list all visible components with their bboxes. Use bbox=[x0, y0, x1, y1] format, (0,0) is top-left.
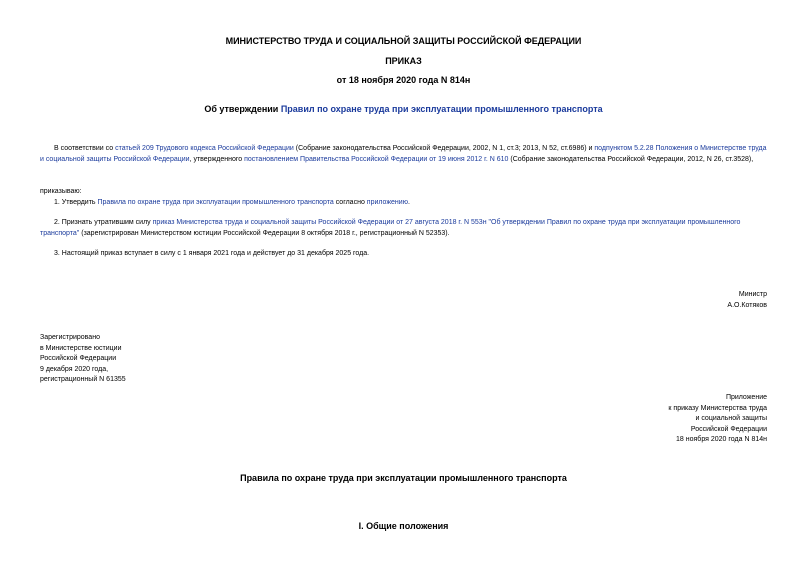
appendix-line: к приказу Министерства труда bbox=[668, 404, 767, 412]
signature-name: А.О.Котяков bbox=[727, 301, 767, 309]
intro-text-1: В соответствии со bbox=[54, 145, 116, 152]
government-decree-link[interactable]: постановлением Правительства Российской Федерации от 19 июня 2012 г. N 610 bbox=[244, 156, 509, 163]
rules-title: Правила по охране труда при эксплуатации промышленного транспорта bbox=[240, 473, 567, 483]
item1-text-3: . bbox=[407, 199, 410, 206]
labor-code-link[interactable]: статьей 209 Трудового кодекса Российской Федерации bbox=[115, 145, 294, 152]
subject-prefix: Об утверждении bbox=[204, 104, 281, 114]
signature-block bbox=[727, 290, 767, 311]
order-label: ПРИКАЗ bbox=[385, 56, 422, 66]
item1-text-2: согласно bbox=[333, 199, 367, 206]
registration-line: 9 декабря 2020 года, bbox=[40, 365, 109, 373]
appendix-line: 18 ноября 2020 года N 814н bbox=[676, 436, 767, 443]
ministry-heading: МИНИСТЕРСТВО ТРУДА И СОЦИАЛЬНОЙ ЗАЩИТЫ РОССИЙСКОЙ ФЕДЕРАЦИИ bbox=[225, 36, 582, 46]
item2-text-2: (зарегистрирован Министерством юстиции Российской Федерации 8 октября 2018 г., регистрационный N 52353). bbox=[79, 230, 450, 237]
order-subject bbox=[0, 104, 807, 114]
item1-text-1: 1. Утвердить bbox=[54, 199, 98, 206]
appendix-line: Российской Федерации bbox=[690, 425, 767, 433]
subject-rules-link[interactable]: Правил по охране труда при эксплуатации промышленного транспорта bbox=[280, 104, 603, 114]
order-word: приказываю: bbox=[40, 188, 82, 195]
item-3: 3. Настоящий приказ вступает в силу с 1 января 2021 года и действует до 31 декабря 2025 года. bbox=[54, 250, 370, 257]
item-1 bbox=[40, 197, 770, 208]
intro-text-4: (Собрание законодательства Российской Федерации, 2012, N 26, ст.3528), bbox=[508, 156, 754, 163]
ministry-regulation-link[interactable]: подпунктом 5.2.28 Положения о Министерстве труда и социальной защиты Российской Федерации bbox=[40, 145, 767, 163]
signature-title: Министр bbox=[738, 291, 767, 298]
registration-block bbox=[40, 333, 126, 386]
registration-line: в Министерстве юстиции bbox=[40, 344, 122, 352]
item-2 bbox=[40, 217, 770, 239]
registration-line: Зарегистрировано bbox=[40, 334, 100, 341]
appendix-block bbox=[668, 393, 767, 446]
rules-link[interactable]: Правила по охране труда при эксплуатации промышленного транспорта bbox=[97, 199, 334, 206]
item2-text-1: 2. Признать утратившим силу bbox=[54, 219, 153, 226]
appendix-link[interactable]: приложению bbox=[366, 199, 408, 206]
appendix-line: Приложение bbox=[725, 394, 767, 401]
intro-text-2: (Собрание законодательства Российской Федерации, 2002, N 1, ст.3; 2013, N 52, ст.6986) и bbox=[293, 145, 595, 152]
appendix-line: и социальной защиты bbox=[695, 415, 767, 422]
registration-line: Российской Федерации bbox=[40, 355, 117, 362]
registration-line: регистрационный N 61355 bbox=[40, 376, 126, 383]
order-date-number: от 18 ноября 2020 года N 814н bbox=[336, 75, 471, 85]
repealed-order-link[interactable]: приказ Министерства труда и социальной защиты Российской Федерации от 27 августа 2018 г. N 553н "Об утверждении Правил по охране труда при эксплуатации промышленного транспорта" bbox=[40, 219, 741, 237]
intro-text-3: , утвержденного bbox=[189, 156, 245, 163]
intro-paragraph bbox=[40, 143, 770, 165]
section-title: I. Общие положения bbox=[358, 521, 449, 531]
